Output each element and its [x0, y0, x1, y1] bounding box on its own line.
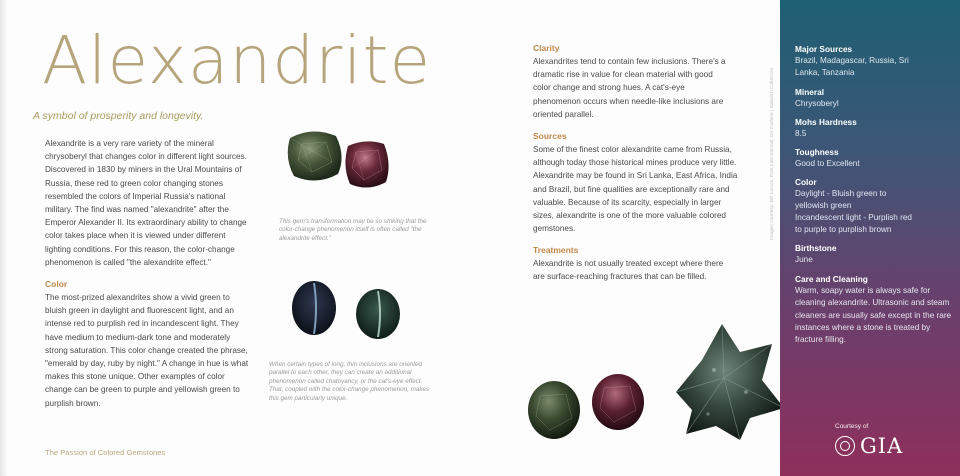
color-heading: Color — [45, 279, 68, 289]
toughness-value: Good to Excellent — [795, 159, 860, 168]
color-facts-line-2: yellowish green — [795, 201, 852, 210]
green-cats-eye-gem — [356, 289, 400, 339]
treatments-heading: Treatments — [533, 245, 579, 255]
major-sources-value: Brazil, Madagascar, Russia, Sri Lanka, Tanzania — [795, 56, 909, 78]
gia-logo-text: GIA — [860, 434, 904, 458]
rough-crystal-twin — [676, 324, 784, 440]
treatments-paragraph: Alexandrite is not usually treated except where there are surface-reaching fractures that can be filled. — [533, 259, 724, 282]
courtesy-label: Courtesy of — [835, 423, 869, 430]
sources-paragraph: Some of the finest color alexandrite came from Russia, although today those historical mines produce very little. Alexandrite may be found in Sri Lanka, East Africa, India and Brazil, but fine qualities are exceptionally rare and valuable. Because of its scarcity, especially in larger sizes, alexandrite is one of the more valuable colored gemstones. — [533, 145, 738, 234]
image-credit-text: Images courtesy: Bill Larson, Pala International; Orr Kadarie | Sakulich Collection — [770, 67, 775, 240]
image-credit — [770, 40, 780, 240]
color-change-gems-image — [282, 124, 392, 204]
mineral-value: Chrysoberyl — [795, 99, 839, 108]
toughness-heading: Toughness — [795, 147, 839, 157]
quick-facts-sidebar — [780, 0, 960, 476]
clarity-paragraph: Alexandrites tend to contain few inclusions. There's a dramatic rise in value for clean material with good color change and strong hues. A cat's-eye phenomenon occurs when needle-like inclusions are oriented parallel. — [533, 57, 726, 119]
cats-eye-gems-image — [288, 278, 408, 344]
footer-publication: The Passion of Colored Gemstones — [45, 448, 166, 457]
major-sources-heading: Major Sources — [795, 44, 853, 54]
mohs-value: 8.5 — [795, 129, 807, 138]
mineral-heading: Mineral — [795, 87, 825, 97]
clarity-heading: Clarity — [533, 43, 560, 53]
color-facts-line-1: Daylight - Bluish green to — [795, 189, 887, 198]
top-caption: This gem's transformation may be so striking that the color-change phenomenon itself is often called "the alexandrite effect." — [279, 218, 427, 242]
color-facts-line-4: to purple to purplish brown — [795, 225, 892, 234]
page-gutter-shadow — [0, 0, 8, 476]
rough-and-cut-gems-image — [526, 322, 786, 442]
sources-heading: Sources — [533, 131, 567, 141]
intro-paragraph: Alexandrite is a very rare variety of the mineral chrysoberyl that changes color in different light sources. Discovered in 1830 by miners in the Ural Mountains of Russia, these red to green color changing stones resembled the colors of Imperial Russia's national military. The find was named "alexandrite" after the Emperor Alexander II. Its extraordinary ability to change color takes place when it is viewed under different lighting conditions. For this reason, the color-change phenomenon is called "the alexandrite effect." — [45, 139, 247, 267]
care-heading: Care and Cleaning — [795, 274, 868, 284]
birthstone-value: June — [795, 255, 813, 264]
color-facts-heading: Color — [795, 177, 817, 187]
green-oval-gem — [528, 381, 580, 439]
red-oval-gem — [592, 374, 644, 430]
dark-cats-eye-gem — [292, 281, 336, 335]
green-faceted-gem — [288, 131, 342, 180]
birthstone-heading: Birthstone — [795, 243, 837, 253]
tagline: A symbol of prosperity and longevity. — [33, 110, 204, 122]
gia-seal-icon — [835, 436, 855, 456]
red-faceted-gem — [345, 141, 388, 187]
color-paragraph: The most-prized alexandrites show a vivid green to bluish green in daylight and fluorescent light, and an intense red to purplish red in incandescent light. They have medium to medium-dark tone and moderately strong saturation. This color change created the phrase, "emerald by day, ruby by night." A change in hue is what makes this stone unique. Other examples of color change can be green to purple and yellowish green to purplish brown. — [45, 293, 249, 408]
care-value: Warm, soapy water is always safe for cleaning alexandrite. Ultrasonic and steam cleaners are usually safe except in the rare instances where a stone is treated by fracture filling. — [795, 286, 952, 345]
bottom-caption: When certain types of long, thin inclusions are oriented parallel to each other, they can create an additional phenomenon called chatoyancy, or the cat's-eye effect. That, coupled with the color-change phenomenon, makes this gem particularly unique. — [269, 361, 430, 402]
color-facts-line-3: Incandescent light - Purplish red — [795, 213, 912, 222]
mohs-heading: Mohs Hardness — [795, 117, 857, 127]
page-title: Alexandrite — [42, 22, 432, 99]
gia-logo — [835, 434, 903, 458]
